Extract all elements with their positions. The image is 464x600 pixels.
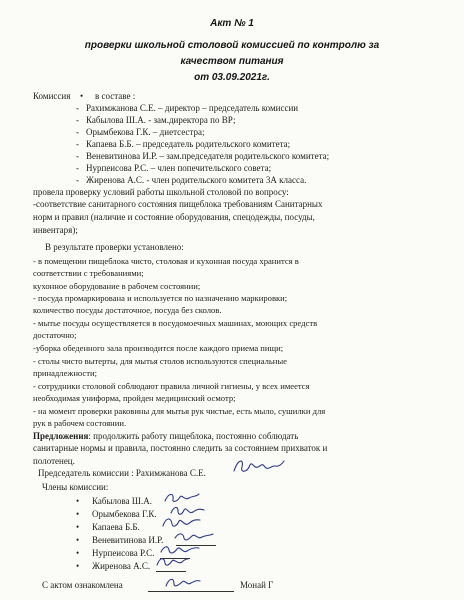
bullet-icon: •: [76, 535, 80, 545]
document-date: от 03.09.2021г.: [194, 72, 270, 83]
member-signature-name: Жиренова А.С.: [92, 561, 151, 571]
bullet-icon: •: [76, 548, 80, 558]
commission-intro: Комиссия: [33, 91, 71, 101]
chair-signature-line: Председатель комиссии : Рахимжанова С.Е.: [38, 468, 206, 478]
acknowledgement-label: С актом ознакомлена: [42, 580, 123, 590]
commission-member: Жиренова А.С. - член родительского комитета 3А класса.: [86, 175, 307, 185]
dash-bullet-icon: -: [76, 115, 79, 125]
chair-signature-mark: [228, 455, 286, 477]
findings-line: кухонное оборудование в рабочем состоянии;: [33, 281, 201, 291]
purpose-line: инвентаря);: [33, 225, 78, 235]
findings-line: рук в рабочем состоянии.: [33, 418, 127, 428]
signature-underline: [156, 571, 186, 572]
proposal-text: : продолжить работу пищеблока, постоянно соблюдать: [88, 431, 299, 441]
commission-member: Рахимжанова С.Е. – директор – председатель комиссии: [86, 103, 299, 113]
bullet-icon: •: [76, 509, 80, 519]
findings-line: - посуда промаркирована и используется по назначению маркировки;: [33, 293, 288, 303]
member-signature-name: Капаева Б.Б.: [92, 522, 140, 532]
commission-member: Веневитинова И.Р. – зам.председателя родительского комитета;: [86, 151, 330, 161]
member-signature-name: Кабылова Ш.А.: [92, 496, 152, 506]
findings-line: - мытье посуды осуществляется в посудомоечных машинах, моющих средств: [33, 318, 318, 328]
commission-member: Орымбекова Г.К. – диетсестра;: [86, 127, 205, 137]
dash-bullet-icon: -: [76, 163, 79, 173]
members-label: Члены комиссии:: [42, 482, 109, 492]
findings-line: - в помещении пищеблока чисто, столовая и кухонная посуда хранится в: [33, 256, 299, 266]
purpose-line: провела проверку условий работы школьной столовой по вопросу:: [33, 187, 289, 197]
findings-line: - на момент проверки раковины для мытья рук чистые, есть мыло, сушилки для: [33, 406, 326, 416]
bullet-icon: •: [76, 561, 80, 571]
document-subtitle-line1: проверки школьной столовой комиссией по контролю за: [84, 40, 380, 51]
findings-line: - столы чисто вытерты, для мытья столов используются специальные: [33, 356, 287, 366]
findings-line: соответствии с требованиями;: [33, 268, 144, 278]
commission-member: Капаева Б.Б. – председатель родительского комитета;: [86, 139, 291, 149]
member-signature-name: Орымбекова Г.К.: [92, 509, 157, 519]
proposal-line: полотенец.: [33, 456, 75, 466]
acknowledgement-underline: [148, 591, 234, 592]
dash-bullet-icon: -: [76, 175, 79, 185]
proposal-line: [33, 431, 298, 442]
findings-line: принадлежности;: [33, 368, 97, 378]
bullet-icon: •: [80, 91, 84, 101]
member-signature-name: Веневитинова И.Р.: [92, 535, 164, 545]
bullet-icon: •: [76, 496, 80, 506]
commission-member: Кабылова Ш.А. - зам.директора по ВР;: [86, 115, 236, 125]
member-signature-name: Нурпеисова Р.С.: [92, 548, 155, 558]
proposal-label: Предложения: [33, 431, 89, 441]
acknowledgement-signature-mark: [162, 573, 202, 591]
findings-line: - сотрудники столовой соблюдают правила личной гигиены, у всех имеется: [33, 381, 310, 391]
member-signature-mark: [154, 553, 190, 569]
acknowledgement-name: Монай Г: [240, 580, 274, 590]
commission-member: Нурпеисова Р.С. – член попечительского совета;: [86, 163, 272, 173]
findings-line: количество посуды достаточное, посуда без сколов.: [33, 305, 222, 315]
dash-bullet-icon: -: [76, 127, 79, 137]
proposal-line: санитарные нормы и правила, постоянно следить за состоянием прихваток и: [33, 443, 328, 453]
document-title: Акт № 1: [210, 18, 254, 29]
dash-bullet-icon: -: [76, 103, 79, 113]
findings-line: необходимая униформа, пройден медицинский осмотр;: [33, 393, 236, 403]
bullet-icon: •: [76, 522, 80, 532]
purpose-line: -соответствие санитарного состояния пищеблока требованиям Санитарных: [33, 199, 323, 209]
commission-composition-label: в составе :: [95, 91, 136, 101]
dash-bullet-icon: -: [76, 151, 79, 161]
purpose-line: норм и правил (наличие и состояние оборудования, спецодежды, посуды,: [33, 212, 315, 222]
findings-intro: В результате проверки установлено:: [45, 242, 184, 252]
dash-bullet-icon: -: [76, 139, 79, 149]
findings-line: -уборка обеденного зала производится после каждого приема пищи;: [33, 343, 284, 353]
document-subtitle-line2: качеством питания: [180, 56, 284, 67]
findings-line: достаточно;: [33, 330, 77, 340]
